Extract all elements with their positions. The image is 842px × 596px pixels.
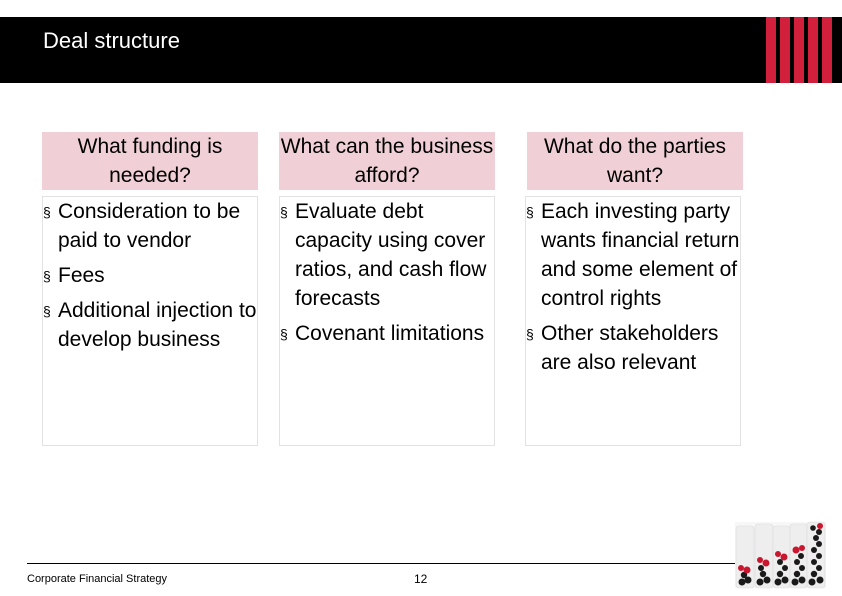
page-number: 12 <box>414 572 428 586</box>
column-header-text: What funding is needed? <box>77 135 223 187</box>
bullet-item: § Additional injection to develop business <box>43 296 257 354</box>
column-header-parties <box>527 132 743 190</box>
footer-divider <box>27 563 757 564</box>
column-body-funding <box>42 196 258 446</box>
column-body-parties <box>525 196 741 446</box>
bullet-item: § Other stakeholders are also relevant <box>526 319 740 377</box>
bullet-item: § Evaluate debt capacity using cover ratios, and cash flow forecasts <box>280 197 494 313</box>
red-stripes-logo <box>766 17 832 83</box>
column-header-text: What do the parties want? <box>543 135 727 187</box>
bullet-item: § Each investing party wants financial return and some element of control rights <box>526 197 740 313</box>
slide-title: Deal structure <box>43 28 180 53</box>
bullet-item: § Fees <box>43 261 257 290</box>
column-header-text: What can the business afford? <box>280 135 494 187</box>
column-header-funding <box>42 132 258 190</box>
footer-label: Corporate Financial Strategy <box>27 573 168 585</box>
bullet-item: § Consideration to be paid to vendor <box>43 197 257 255</box>
stacked-coins-image <box>733 520 828 590</box>
column-header-affordability <box>279 132 495 190</box>
bullet-item: § Covenant limitations <box>280 319 494 348</box>
column-body-affordability <box>279 196 495 446</box>
